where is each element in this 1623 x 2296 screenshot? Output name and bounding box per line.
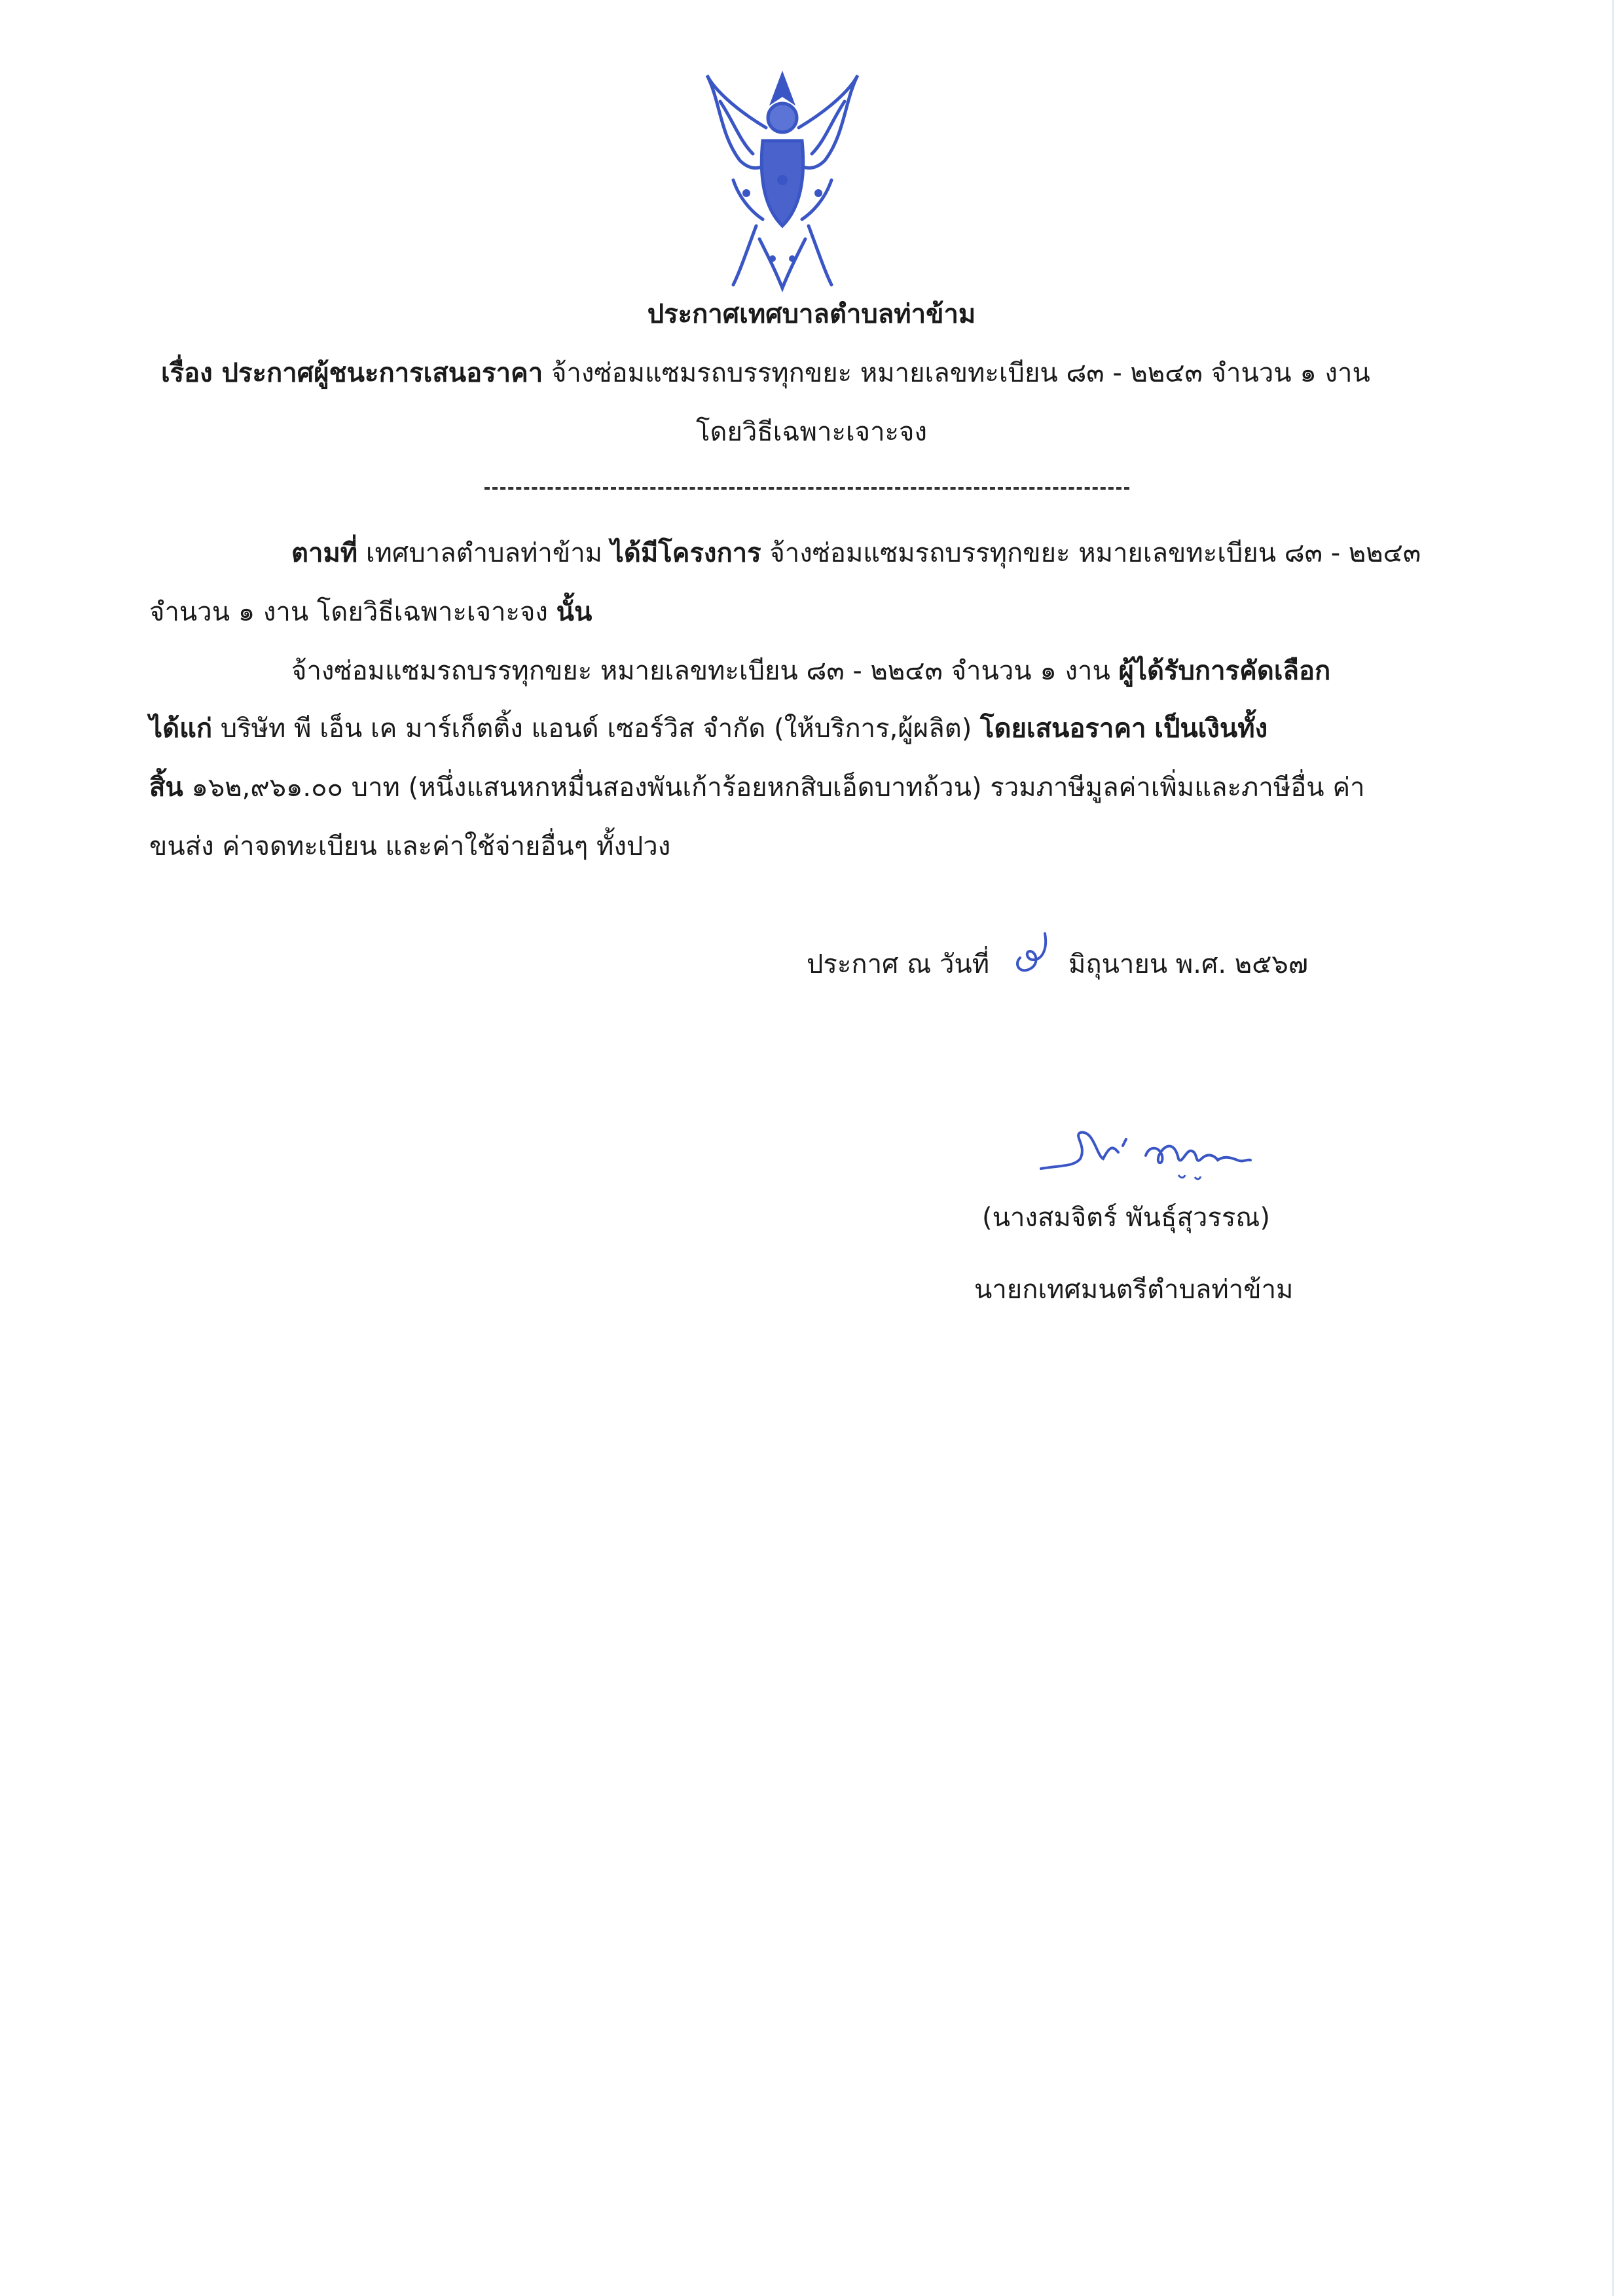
- announcement-title: ประกาศเทศบาลตำบลท่าข้าม: [647, 299, 976, 329]
- p1-text-a: เทศบาลตำบลท่าข้าม: [357, 538, 611, 568]
- p2-line2-b: บริษัท พี เอ็น เค มาร์เก็ตติ้ง แอนด์ เซอร์วิส จำกัด (ให้บริการ,ผู้ผลิต): [212, 714, 981, 744]
- paragraph-1-line-2: [149, 599, 592, 625]
- handwritten-day-icon: [1007, 928, 1059, 977]
- p2-line2-a: ได้แก่: [149, 714, 213, 744]
- p2-line3-a: สิ้น: [149, 773, 183, 803]
- garuda-emblem-icon: [694, 62, 871, 298]
- p1-lead: ตามที่: [291, 538, 358, 568]
- p2-line2-c: โดยเสนอราคา: [980, 714, 1146, 744]
- p2-line2-d: [1146, 714, 1155, 744]
- p2-text-b: ผู้ได้รับการคัดเลือก: [1118, 656, 1331, 686]
- p1-text-b: ได้มีโครงการ: [610, 538, 761, 568]
- p1-line2-end: นั้น: [556, 597, 593, 627]
- date-prefix: ประกาศ ณ วันที่: [807, 949, 990, 979]
- page-edge-line: [1612, 0, 1614, 2296]
- subject-label: เรื่อง ประกาศผู้ชนะการเสนอราคา: [161, 358, 543, 388]
- paragraph-2-line-1: [291, 658, 1330, 684]
- signer-position: นายกเทศมนตรีตำบลท่าข้าม: [974, 1275, 1294, 1305]
- p2-line3-b: ๑๖๒,๙๖๑.๐๐ บาท (หนึ่งแสนหกหมื่นสองพันเก้าร้อยหกสิบเอ็ดบาทถ้วน) รวมภาษีมูลค่าเพิ่มและภาษีอื่น ค่า: [183, 773, 1365, 803]
- signer-name: (นางสมจิตร์ พันธุ์สุวรรณ): [982, 1203, 1271, 1233]
- separator-line: [484, 487, 1129, 490]
- paragraph-2-line-3: [149, 774, 1365, 801]
- p1-line2-text: จำนวน ๑ งาน โดยวิธีเฉพาะเจาะจง: [149, 597, 556, 627]
- paragraph-2-line-4: ขนส่ง ค่าจดทะเบียน และค่าใช้จ่ายอื่นๆ ทั้งปวง: [149, 831, 671, 862]
- paragraph-2-line-2: [149, 716, 1267, 742]
- subject-line-2: โดยวิธีเฉพาะเจาะจง: [695, 417, 928, 447]
- p1-text-c: จ้างซ่อมแซมรถบรรทุกขยะ หมายเลขทะเบียน ๘๓ - ๒๒๔๓: [761, 538, 1421, 568]
- subject-text: จ้างซ่อมแซมรถบรรทุกขยะ หมายเลขทะเบียน ๘๓ - ๒๒๔๓ จำนวน ๑ งาน: [543, 358, 1370, 388]
- date-suffix: มิถุนายน พ.ศ. ๒๕๖๗: [1068, 949, 1308, 979]
- paragraph-1-line-1: [291, 540, 1421, 566]
- signature-icon: [1034, 1120, 1257, 1198]
- p2-text-a: จ้างซ่อมแซมรถบรรทุกขยะ หมายเลขทะเบียน ๘๓ - ๒๒๔๓ จำนวน ๑ งาน: [291, 656, 1119, 686]
- p2-line2-e: เป็นเงินทั้ง: [1154, 714, 1268, 744]
- subject-line: [161, 360, 1370, 386]
